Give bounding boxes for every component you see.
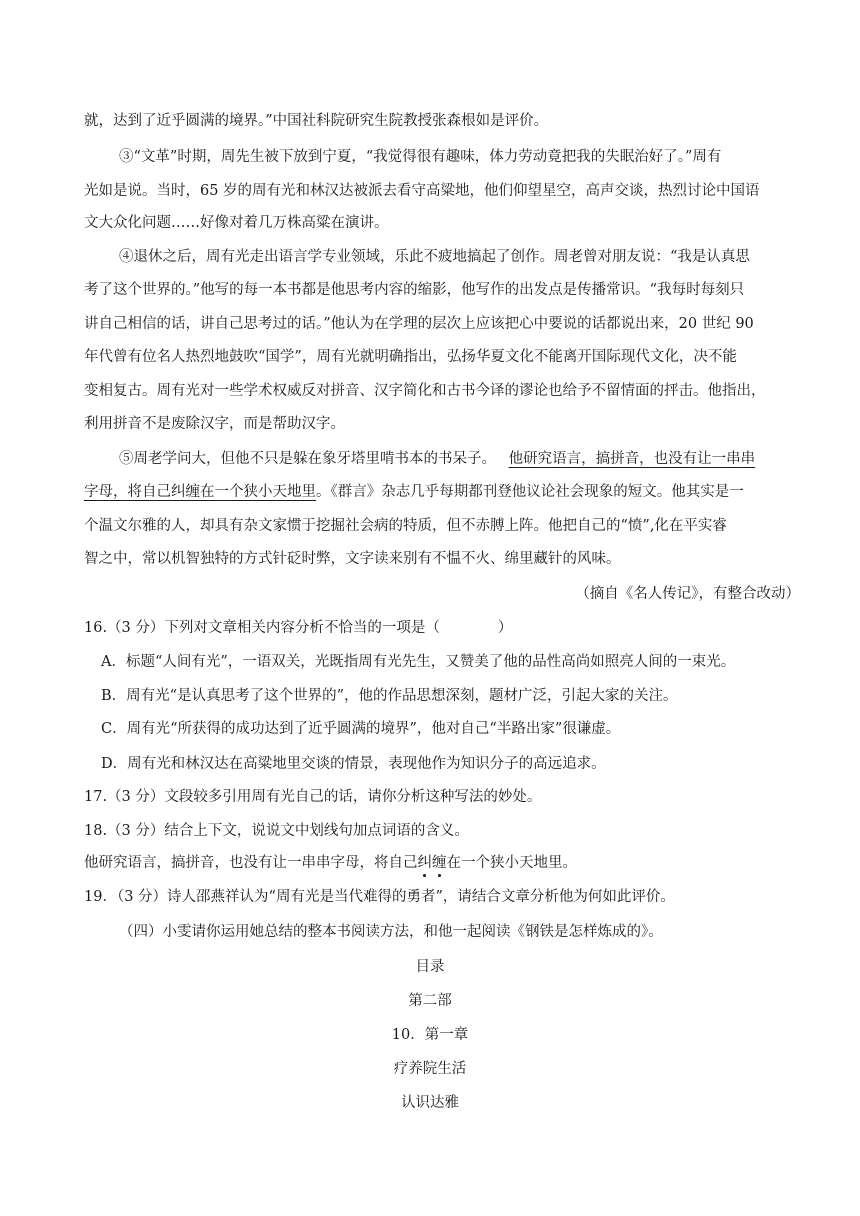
dotted-character: 缠: [432, 855, 447, 871]
sentence-text: 他研究语言，搞拼音，也没有让一串串字母，将自己: [84, 855, 418, 871]
question-19: 19．（3 分）诗人邵燕祥认为“周有光是当代难得的勇者”，请结合文章分析他为何如此评价。: [84, 889, 675, 905]
paragraph-5-line-3: 个温文尔雅的人，却具有杂文家惯于挖掘社会病的特质，但不赤膊上阵。他把自己的“愤”,化在平实睿: [84, 518, 727, 534]
question-16-option-c: C．周有光“所获得的成功达到了近乎圆满的境界”，他对自己“半路出家”很谦虚。: [101, 721, 621, 737]
source-note: （摘自《名人传记》，有整合改动）: [575, 586, 800, 602]
paragraph-4-line-4: 年代曾有位名人热烈地鼓吹“国学”，周有光就明确指出，弘扬华夏文化不能离开国际现代文化，决不能: [84, 349, 737, 365]
question-18-sentence: [84, 853, 577, 873]
paragraph-5-line-2: [84, 482, 744, 502]
paragraph-4-line-2: 考了这个世界的。”他写的每一本书都是他思考内容的缩影，他写作的出发点是传播常识。“我每时每刻只: [84, 282, 745, 298]
dotted-character: 纠: [417, 855, 432, 871]
paragraph-4-line-3: 讲自己相信的话，讲自己思考过的话。”他认为在学理的层次上应该把心中要说的话都说出来，20 世纪 90: [84, 316, 754, 332]
toc-item: 认识达雅: [401, 1095, 459, 1111]
question-16-option-a: A．标题“人间有光”，一语双关，光既指周有光先生，又赞美了他的品性高尚如照亮人间的一束光。: [101, 654, 736, 670]
paragraph-2-end: 就，达到了近乎圆满的境界。”中国社科院研究生院教授张森根如是评价。: [84, 113, 549, 129]
paragraph-3-line-2: 光如是说。当时，65 岁的周有光和林汉达被派去看守高粱地，他们仰望星空，高声交谈，热烈讨论中国语: [84, 183, 760, 199]
paragraph-4-line-6: 利用拼音不是废除汉字，而是帮助汉字。: [84, 416, 345, 432]
paragraph-5-text: ⑤周老学问大，但他不只是躲在象牙塔里啃书本的书呆子。: [119, 451, 496, 467]
paragraph-3-line-3: 文大众化问题……好像对着几万株高粱在演讲。: [84, 215, 389, 231]
toc-item: 疗养院生活: [393, 1061, 467, 1077]
paragraph-4-line-1: ④退休之后，周有光走出语言学专业领域，乐此不疲地搞起了创作。周老曾对朋友说：“我是认真思: [119, 249, 750, 265]
paragraph-4-line-5: 变相复古。周有光对一些学术权威反对拼音、汉字简化和古书今译的谬论也给予不留情面的抨击。他指出，: [84, 383, 766, 399]
sentence-text: 在一个狭小天地里。: [446, 855, 577, 871]
paragraph-5-line-4: 智之中，常以机智独特的方式针砭时弊，文字读来别有不愠不火、绵里藏针的风味。: [84, 551, 621, 567]
underlined-sentence-part-1: 他研究语言，搞拼音，也没有让一串串: [508, 451, 756, 467]
toc-title: 目录: [415, 959, 445, 975]
paragraph-5-text: 。《群言》杂志几乎每期都刊登他议论社会现象的短文。他其实是一: [316, 484, 744, 500]
toc-chapter: 10．第一章: [391, 1027, 469, 1043]
question-16-option-d: D．周有光和林汉达在高粱地里交谈的情景，表现他作为知识分子的高远追求。: [101, 756, 606, 772]
question-16: 16.（3 分）下列对文章相关内容分析不恰当的一项是（ ）: [84, 620, 513, 636]
toc-part: 第二部: [408, 993, 452, 1009]
section-4-heading: （四）小雯请你运用她总结的整本书阅读方法，和他一起阅读《钢铁是怎样炼成的》。: [119, 924, 663, 940]
paragraph-5-line-1: [119, 449, 755, 469]
underlined-sentence-part-2: 字母，将自己纠缠在一个狭小天地里: [84, 484, 316, 500]
question-17: 17.（3 分）文段较多引用周有光自己的话，请你分析这种写法的妙处。: [84, 789, 542, 805]
question-16-option-b: B．周有光“是认真思考了这个世界的”，他的作品思想深刻，题材广泛，引起大家的关注。: [101, 688, 678, 704]
question-18: 18.（3 分）结合上下文，说说文中划线句加点词语的含义。: [84, 823, 469, 839]
paragraph-3-line-1: ③“文革”时期，周先生被下放到宁夏，“我觉得很有趣味，体力劳动竟把我的失眠治好了。”周有: [119, 149, 722, 165]
